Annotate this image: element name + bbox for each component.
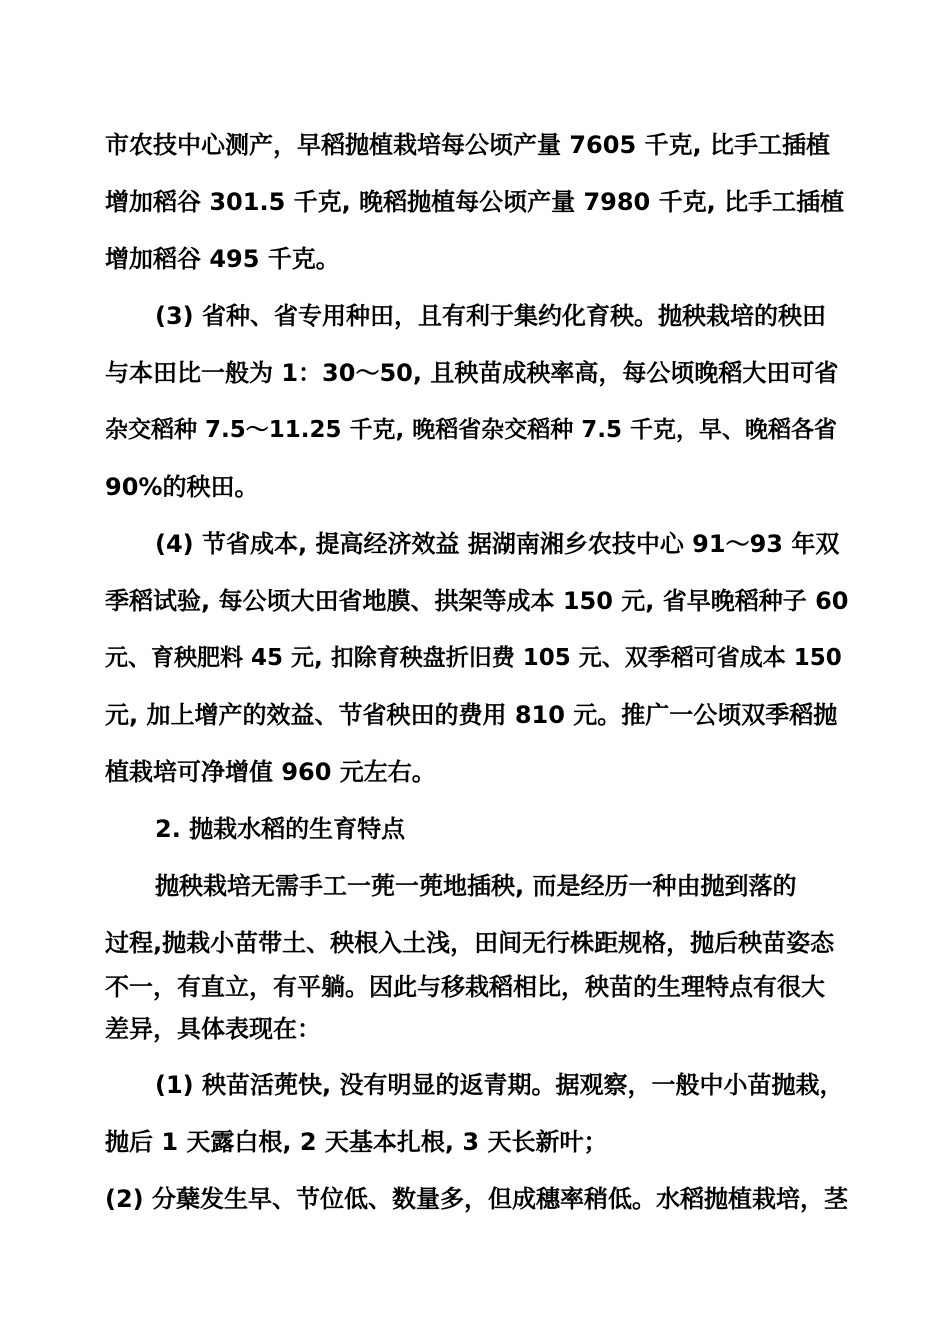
text-line: (4) 节省成本, 提高经济效益 据湖南湘乡农技中心 91～93 年双 [155,530,840,558]
text-line: 市农技中心测产，早稻抛植栽培每公顷产量 7605 千克, 比手工插植 [105,131,830,159]
text-line: 与本田比一般为 1：30～50, 且秧苗成秧率高，每公顷晚稻大田可省 [105,359,839,387]
section-heading: 2. 抛栽水稻的生育特点 [155,815,406,843]
text-line: (3) 省种、省专用种田，且有利于集约化育秧。抛秧栽培的秧田 [155,302,826,330]
text-line: 过程,抛栽小苗带土、秧根入土浅，田间无行株距规格，抛后秧苗姿态 [105,929,835,957]
text-line: 增加稻谷 495 千克。 [105,245,340,273]
text-line: 差异，具体表现在： [105,1015,321,1043]
text-line: 杂交稻种 7.5～11.25 千克, 晚稻省杂交稻种 7.5 千克，早、晚稻各省 [105,417,838,443]
text-line: (2) 分蘖发生早、节位低、数量多，但成穗率稍低。水稻抛植栽培，茎 [105,1185,848,1213]
text-line: 元, 加上增产的效益、节省秧田的费用 810 元。推广一公顷双季稻抛 [105,701,838,729]
text-line: (1) 秧苗活蔸快, 没有明显的返青期。据观察，一般中小苗抛栽， [155,1071,844,1099]
text-line: 抛秧栽培无需手工一蔸一蔸地插秧, 而是经历一种由抛到落的 [155,872,797,900]
text-line: 增加稻谷 301.5 千克, 晚稻抛植每公顷产量 7980 千克, 比手工插植 [105,188,845,216]
text-line: 90%的秧田。 [105,473,259,501]
text-line: 不一，有直立，有平躺。因此与移栽稻相比，秧苗的生理特点有很大 [105,973,825,1001]
text-line: 季稻试验, 每公顷大田省地膜、拱架等成本 150 元, 省早晚稻种子 60 [105,587,849,615]
text-line: 抛后 1 天露白根, 2 天基本扎根, 3 天长新叶； [105,1128,608,1156]
text-line: 元、育秧肥料 45 元, 扣除育秧盘折旧费 105 元、双季稻可省成本 150 [105,645,842,671]
text-line: 植栽培可净增值 960 元左右。 [105,758,436,786]
